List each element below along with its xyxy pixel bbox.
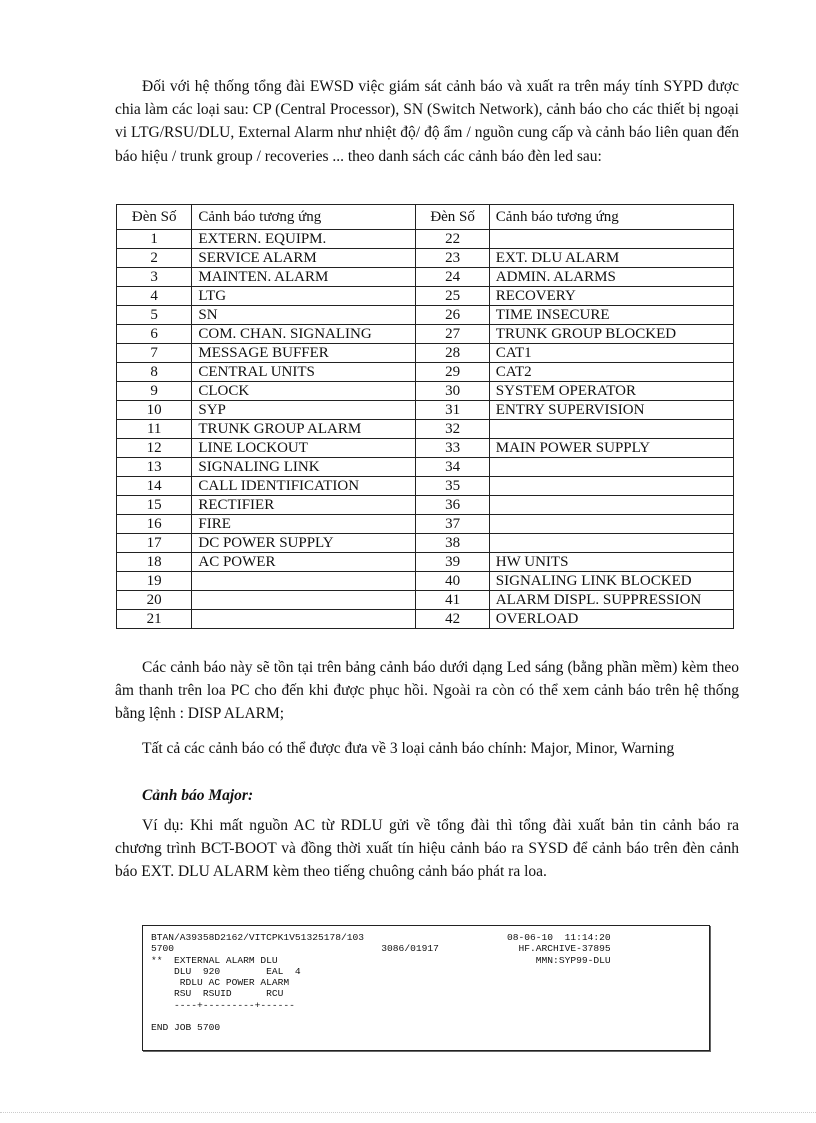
table-row <box>117 363 734 382</box>
alarm-name-cell: COM. CHAN. SIGNALING <box>192 325 416 344</box>
header-alarm-2: Cảnh báo tương ứng <box>489 205 733 230</box>
table-row <box>117 249 734 268</box>
alarm-name-cell: EXT. DLU ALARM <box>489 249 733 268</box>
table-row <box>117 534 734 553</box>
table-row <box>117 572 734 591</box>
table-row <box>117 230 734 249</box>
alarm-name-cell: OVERLOAD <box>489 610 733 629</box>
alarm-name-cell: TRUNK GROUP ALARM <box>192 420 416 439</box>
table-row <box>117 496 734 515</box>
paragraph-example: Ví dụ: Khi mất nguồn AC từ RDLU gửi về tổng đài thì tổng đài xuất bản tin cảnh báo ra chương trình BCT-BOOT và đồng thời xuất tín hiệu cảnh báo ra SYSD để cảnh báo trên đèn cảnh báo EXT. DLU ALARM kèm theo tiếng chuông cảnh báo phát ra loa. <box>115 817 739 881</box>
led-number-cell: 7 <box>117 344 192 363</box>
alarm-name-cell: TIME INSECURE <box>489 306 733 325</box>
led-number-cell: 24 <box>416 268 489 287</box>
alarm-name-cell: ENTRY SUPERVISION <box>489 401 733 420</box>
led-number-cell: 28 <box>416 344 489 363</box>
led-number-cell: 22 <box>416 230 489 249</box>
led-number-cell: 3 <box>117 268 192 287</box>
alarm-name-cell: FIRE <box>192 515 416 534</box>
table-row <box>117 325 734 344</box>
alarm-name-cell: SYSTEM OPERATOR <box>489 382 733 401</box>
printout-line: DLU 920 EAL 4 <box>151 965 301 977</box>
led-number-cell: 36 <box>416 496 489 515</box>
table-row <box>117 268 734 287</box>
alarm-name-cell: CAT1 <box>489 344 733 363</box>
led-number-cell: 39 <box>416 553 489 572</box>
led-number-cell: 17 <box>117 534 192 553</box>
alarm-name-cell: MAIN POWER SUPPLY <box>489 439 733 458</box>
table-header-row <box>117 205 734 230</box>
led-number-cell: 41 <box>416 591 489 610</box>
table-row <box>117 591 734 610</box>
led-number-cell: 30 <box>416 382 489 401</box>
intro-paragraph: Đối với hệ thống tổng đài EWSD việc giám sát cảnh báo và xuất ra trên máy tính SYPD được chia làm các loại sau: CP (Central Processor), SN (Switch Network), cảnh báo cho các thiết bị ngoại vi LTG/RSU/DLU, External Alarm như nhiệt độ/ độ ẩm / nguồn cung cấp và cảnh báo liên quan đến báo hiệu / trunk group / recoveries ... theo danh sách các cảnh báo đèn led sau: <box>115 78 739 165</box>
led-number-cell: 9 <box>117 382 192 401</box>
led-number-cell: 16 <box>117 515 192 534</box>
printout-line: RSU RSUID RCU <box>151 988 284 1000</box>
paragraph-alarm-categories: Tất cả các cảnh báo có thể được đưa về 3 loại cảnh báo chính: Major, Minor, Warning <box>142 740 675 757</box>
alarm-name-cell: EXTERN. EQUIPM. <box>192 230 416 249</box>
led-number-cell: 27 <box>416 325 489 344</box>
led-number-cell: 29 <box>416 363 489 382</box>
table-body <box>117 230 734 629</box>
alarm-name-cell: CAT2 <box>489 363 733 382</box>
alarm-name-cell <box>192 572 416 591</box>
led-number-cell: 2 <box>117 249 192 268</box>
alarm-name-cell <box>489 496 733 515</box>
led-number-cell: 25 <box>416 287 489 306</box>
printout-line: 5700 3086/01917 <box>151 943 439 955</box>
alarm-name-cell: ALARM DISPL. SUPPRESSION <box>489 591 733 610</box>
led-number-cell: 4 <box>117 287 192 306</box>
led-number-cell: 38 <box>416 534 489 553</box>
alarm-name-cell: SN <box>192 306 416 325</box>
led-number-cell: 15 <box>117 496 192 515</box>
alarm-name-cell: TRUNK GROUP BLOCKED <box>489 325 733 344</box>
table-row <box>117 477 734 496</box>
alarm-name-cell <box>489 534 733 553</box>
alarm-name-cell <box>192 591 416 610</box>
alarm-name-cell: DC POWER SUPPLY <box>192 534 416 553</box>
paragraph-led-description: Các cảnh báo này sẽ tồn tại trên bảng cảnh báo dưới dạng Led sáng (bằng phần mềm) kèm theo âm thanh trên loa PC cho đến khi được phục hồi. Ngoài ra còn có thể xem cảnh báo trên hệ thống bằng lệnh : DISP ALARM; <box>115 659 739 723</box>
led-number-cell: 26 <box>416 306 489 325</box>
alarm-name-cell <box>489 477 733 496</box>
alarm-name-cell: CENTRAL UNITS <box>192 363 416 382</box>
led-number-cell: 19 <box>117 572 192 591</box>
printout-line: BTAN/A39358D2162/VITCPK1V51325178/103 <box>151 932 365 943</box>
printout-header-line: MMN:SYP99-DLU <box>507 954 611 966</box>
alarm-name-cell: MAINTEN. ALARM <box>192 268 416 287</box>
alarm-name-cell <box>192 610 416 629</box>
printout-right-text <box>507 932 611 966</box>
printout-left-text <box>151 932 439 1034</box>
led-number-cell: 18 <box>117 553 192 572</box>
header-led-number-2: Đèn Số <box>416 205 489 230</box>
alarm-name-cell: AC POWER <box>192 553 416 572</box>
led-number-cell: 6 <box>117 325 192 344</box>
alarm-name-cell: LTG <box>192 287 416 306</box>
led-number-cell: 13 <box>117 458 192 477</box>
alarm-name-cell: CLOCK <box>192 382 416 401</box>
table-row <box>117 401 734 420</box>
led-number-cell: 12 <box>117 439 192 458</box>
table-row <box>117 515 734 534</box>
alarm-name-cell: ADMIN. ALARMS <box>489 268 733 287</box>
led-number-cell: 10 <box>117 401 192 420</box>
led-number-cell: 35 <box>416 477 489 496</box>
alarm-name-cell: RECTIFIER <box>192 496 416 515</box>
led-number-cell: 42 <box>416 610 489 629</box>
table-row <box>117 553 734 572</box>
alarm-name-cell: HW UNITS <box>489 553 733 572</box>
heading-major-alarm: Cảnh báo Major: <box>142 787 254 804</box>
led-alarm-table <box>116 204 734 629</box>
led-number-cell: 34 <box>416 458 489 477</box>
led-number-cell: 33 <box>416 439 489 458</box>
table-row <box>117 382 734 401</box>
alarm-name-cell: SIGNALING LINK <box>192 458 416 477</box>
header-led-number-1: Đèn Số <box>117 205 192 230</box>
alarm-printout-box <box>142 925 710 1051</box>
table-row <box>117 458 734 477</box>
printout-header-line: 08-06-10 11:14:20 <box>507 932 611 943</box>
printout-header-line: HF.ARCHIVE-37895 <box>507 943 611 955</box>
table-row <box>117 287 734 306</box>
printout-line: RDLU AC POWER ALARM <box>151 977 290 989</box>
alarm-name-cell: CALL IDENTIFICATION <box>192 477 416 496</box>
table-row <box>117 420 734 439</box>
page-bottom-divider <box>0 1112 816 1113</box>
alarm-name-cell <box>489 230 733 249</box>
led-number-cell: 23 <box>416 249 489 268</box>
header-alarm-1: Cảnh báo tương ứng <box>192 205 416 230</box>
printout-line: END JOB 5700 <box>151 1022 221 1034</box>
alarm-name-cell: MESSAGE BUFFER <box>192 344 416 363</box>
led-number-cell: 37 <box>416 515 489 534</box>
led-number-cell: 11 <box>117 420 192 439</box>
alarm-name-cell: SYP <box>192 401 416 420</box>
led-number-cell: 20 <box>117 591 192 610</box>
led-number-cell: 5 <box>117 306 192 325</box>
led-number-cell: 8 <box>117 363 192 382</box>
led-number-cell: 32 <box>416 420 489 439</box>
printout-line: ** EXTERNAL ALARM DLU <box>151 954 278 966</box>
alarm-name-cell <box>489 458 733 477</box>
alarm-name-cell: SIGNALING LINK BLOCKED <box>489 572 733 591</box>
led-number-cell: 40 <box>416 572 489 591</box>
led-number-cell: 31 <box>416 401 489 420</box>
led-number-cell: 1 <box>117 230 192 249</box>
alarm-name-cell <box>489 420 733 439</box>
led-number-cell: 14 <box>117 477 192 496</box>
table-row <box>117 344 734 363</box>
alarm-name-cell: LINE LOCKOUT <box>192 439 416 458</box>
table-row <box>117 306 734 325</box>
alarm-name-cell: RECOVERY <box>489 287 733 306</box>
alarm-name-cell <box>489 515 733 534</box>
printout-line: ----+---------+------ <box>151 999 295 1011</box>
table-row <box>117 439 734 458</box>
table-row <box>117 610 734 629</box>
alarm-name-cell: SERVICE ALARM <box>192 249 416 268</box>
led-number-cell: 21 <box>117 610 192 629</box>
